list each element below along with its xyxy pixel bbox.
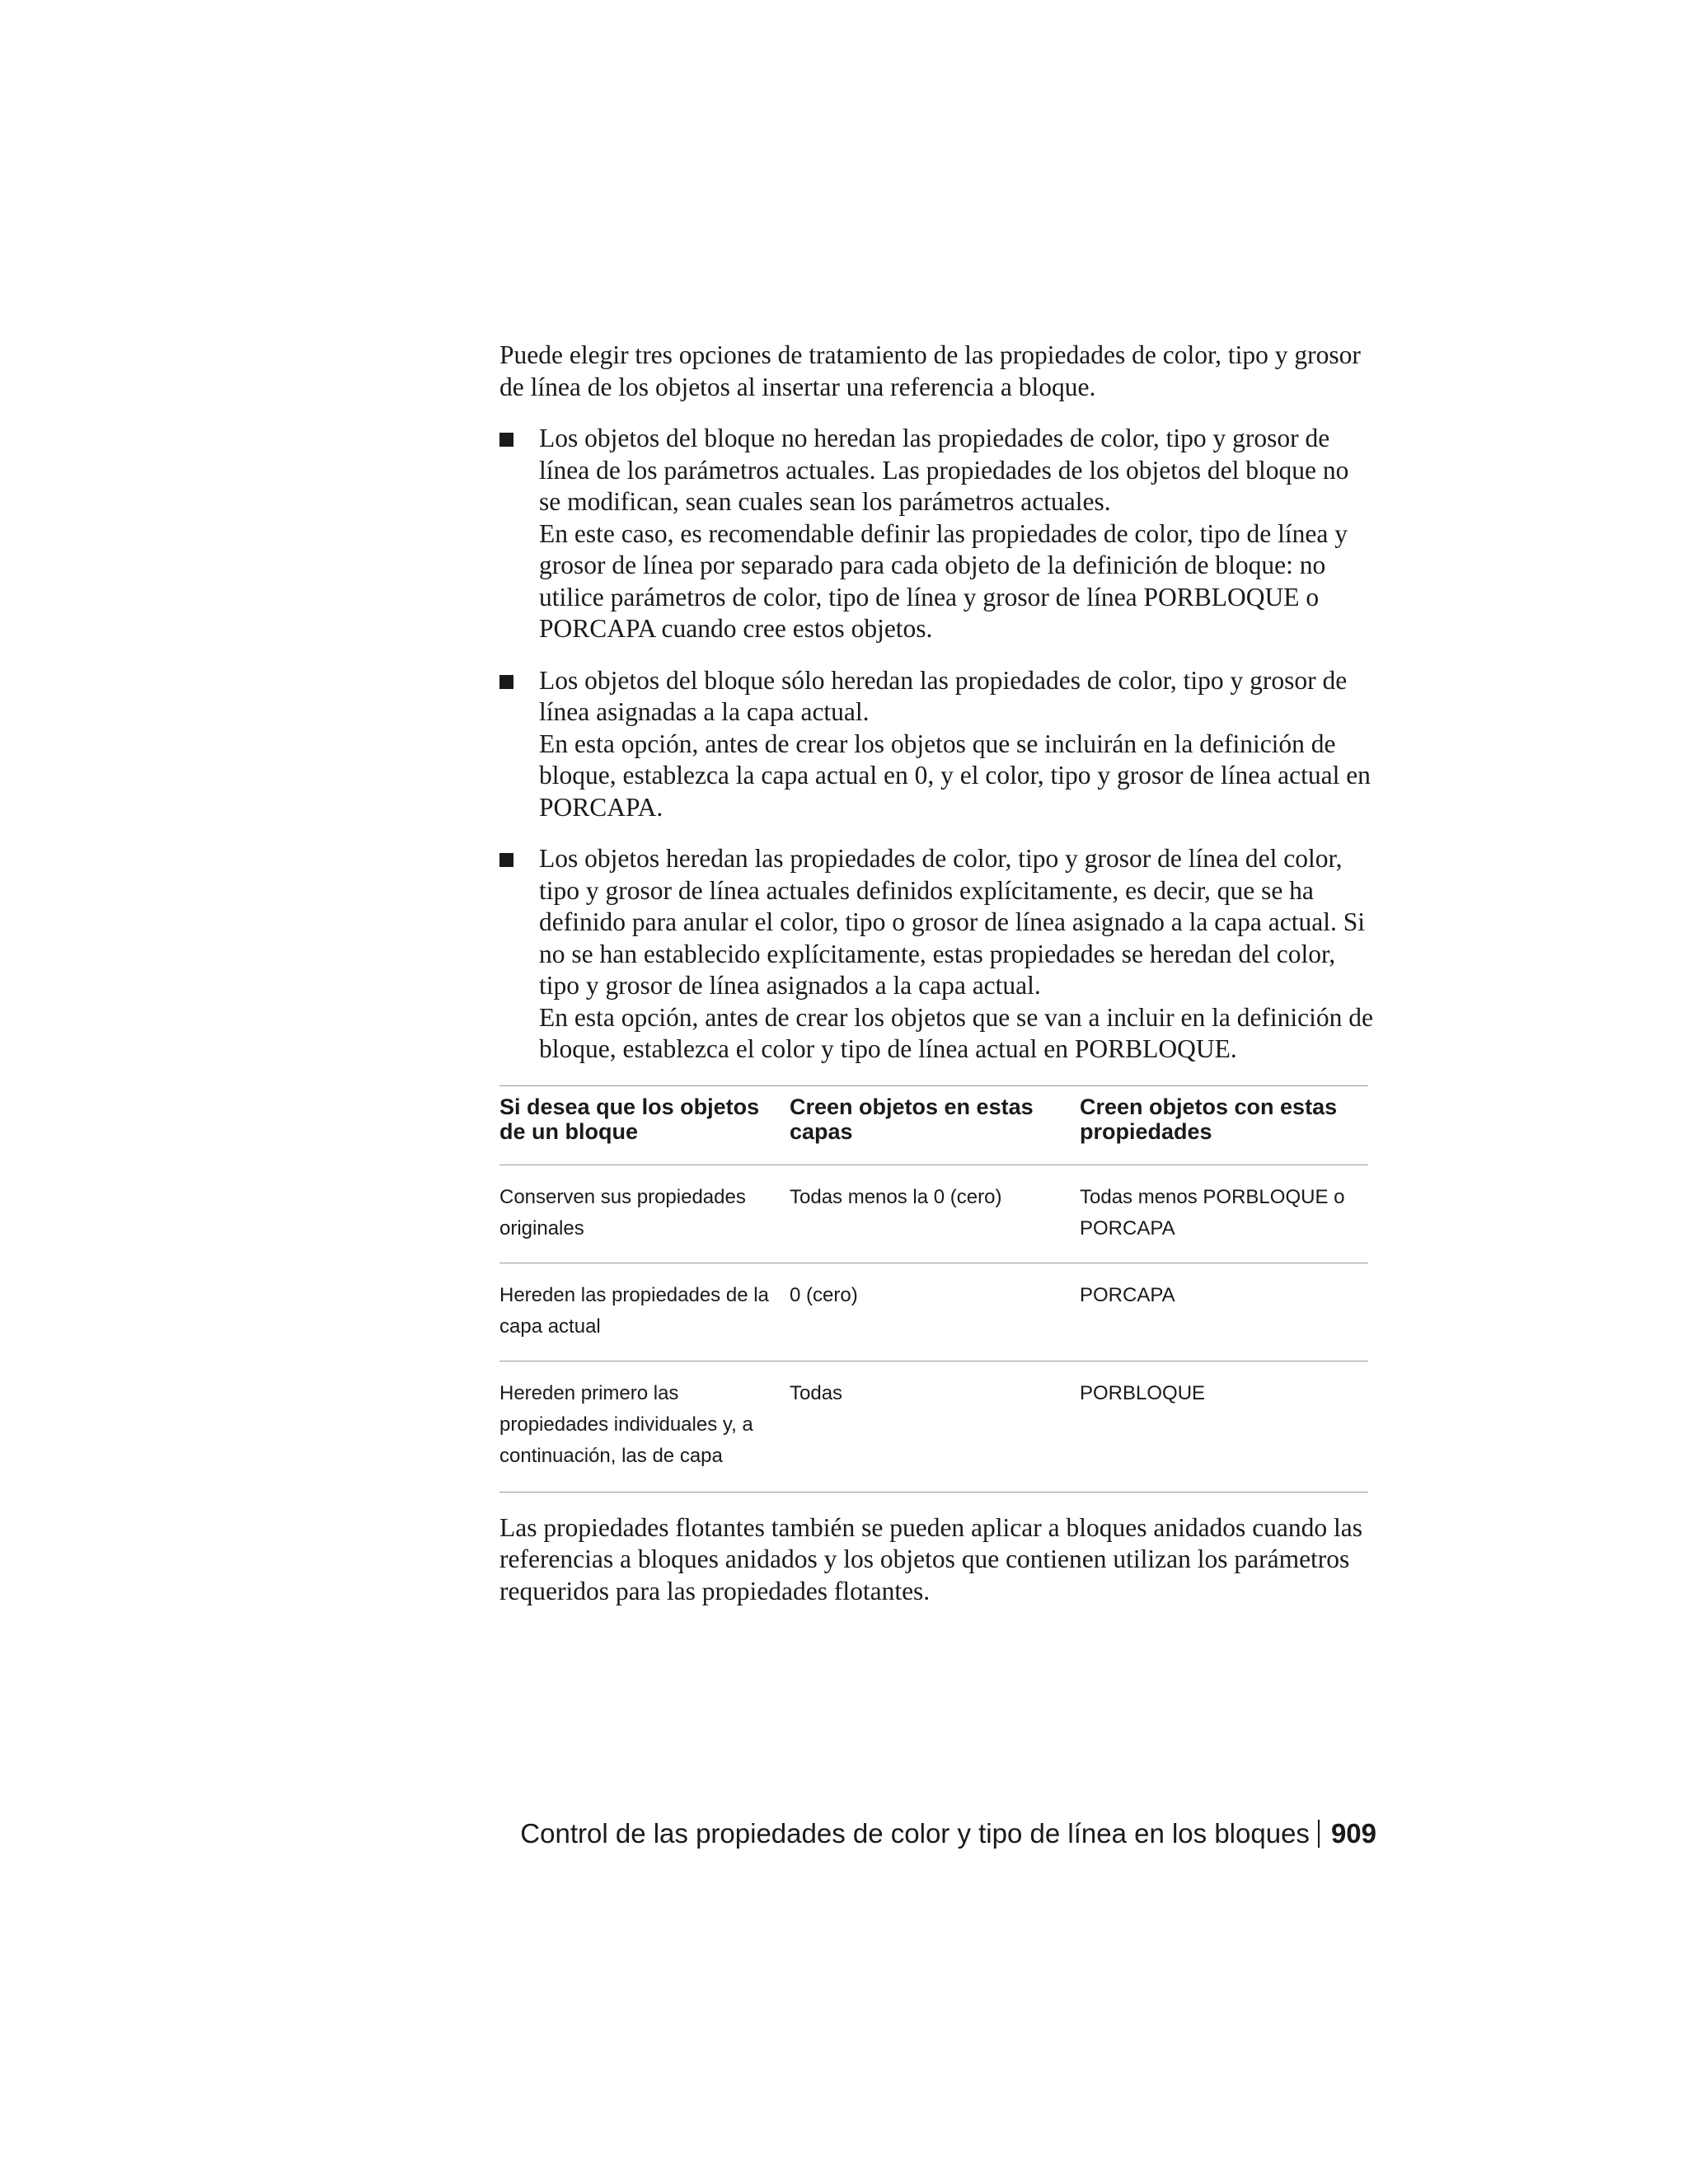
bullet-detail: En esta opción, antes de crear los objetos que se van a incluir en la definición de bloque, establezca el color y tipo de línea actual en PORBLOQUE. xyxy=(539,1002,1374,1063)
properties-table-container xyxy=(499,1085,1368,1493)
table-cell: PORCAPA xyxy=(1080,1263,1368,1361)
table-row xyxy=(499,1361,1368,1492)
list-item xyxy=(499,843,1373,1066)
bullet-text: Los objetos del bloque sólo heredan las propiedades de color, tipo y grosor de línea asignadas a la capa actual. xyxy=(539,665,1348,726)
table-cell: Todas menos la 0 (cero) xyxy=(790,1165,1080,1263)
options-list xyxy=(499,423,1373,1066)
main-content xyxy=(499,340,1373,1607)
table-cell: Conserven sus propiedades originales xyxy=(499,1165,790,1263)
page-footer xyxy=(495,1817,1376,1850)
table-cell: Todas xyxy=(790,1361,1080,1492)
table-row xyxy=(499,1263,1368,1361)
square-bullet-icon xyxy=(499,433,513,447)
table-cell: PORBLOQUE xyxy=(1080,1361,1368,1492)
table-cell: Todas menos PORBLOQUE o PORCAPA xyxy=(1080,1165,1368,1263)
column-header: Creen objetos en estas capas xyxy=(790,1086,1080,1165)
table-row xyxy=(499,1165,1368,1263)
list-item xyxy=(499,423,1373,645)
table-cell: Hereden primero las propiedades individuales y, a continuación, las de capa xyxy=(499,1361,790,1492)
properties-table xyxy=(499,1086,1368,1493)
footer-title: Control de las propiedades de color y tipo de línea en los bloques xyxy=(520,1818,1310,1849)
closing-paragraph: Las propiedades flotantes también se pueden aplicar a bloques anidados cuando las referencias a bloques anidados y los objetos que contienen utilizan los parámetros requeridos para las propiedades flotantes. xyxy=(499,1512,1363,1605)
bullet-text: Los objetos heredan las propiedades de color, tipo y grosor de línea del color, tipo y grosor de línea actuales definidos explícitamente, es decir, que se ha definido para anular el color, tipo o grosor de línea asignado a la capa actual. Si no se han establecido explícitamente, estas propiedades se heredan del color, tipo y grosor de línea asignados a la capa actual. xyxy=(539,844,1365,1000)
list-item xyxy=(499,665,1373,824)
table-cell: 0 (cero) xyxy=(790,1263,1080,1361)
page-number: 909 xyxy=(1330,1818,1376,1849)
column-header: Si desea que los objetos de un bloque xyxy=(499,1086,790,1165)
bullet-detail: En esta opción, antes de crear los objetos que se incluirán en la definición de bloque, establezca la capa actual en 0, y el color, tipo y grosor de línea actual en PORCAPA. xyxy=(539,729,1371,822)
footer-divider xyxy=(1318,1820,1320,1848)
square-bullet-icon xyxy=(499,853,513,867)
intro-paragraph: Puede elegir tres opciones de tratamiento de las propiedades de color, tipo y grosor de línea de los objetos al insertar una referencia a bloque. xyxy=(499,340,1361,401)
bullet-detail: En este caso, es recomendable definir las propiedades de color, tipo de línea y grosor de línea por separado para cada objeto de la definición de bloque: no utilice parámetros de color, tipo de línea y grosor de línea PORBLOQUE o PORCAPA cuando cree estos objetos. xyxy=(539,518,1348,643)
square-bullet-icon xyxy=(499,675,513,689)
column-header: Creen objetos con estas propiedades xyxy=(1080,1086,1368,1165)
table-header-row xyxy=(499,1086,1368,1165)
bullet-text: Los objetos del bloque no heredan las propiedades de color, tipo y grosor de línea de los parámetros actuales. Las propiedades de los objetos del bloque no se modifican, sean cuales sean los parámetros actuales. xyxy=(539,424,1349,516)
table-cell: Hereden las propiedades de la capa actual xyxy=(499,1263,790,1361)
